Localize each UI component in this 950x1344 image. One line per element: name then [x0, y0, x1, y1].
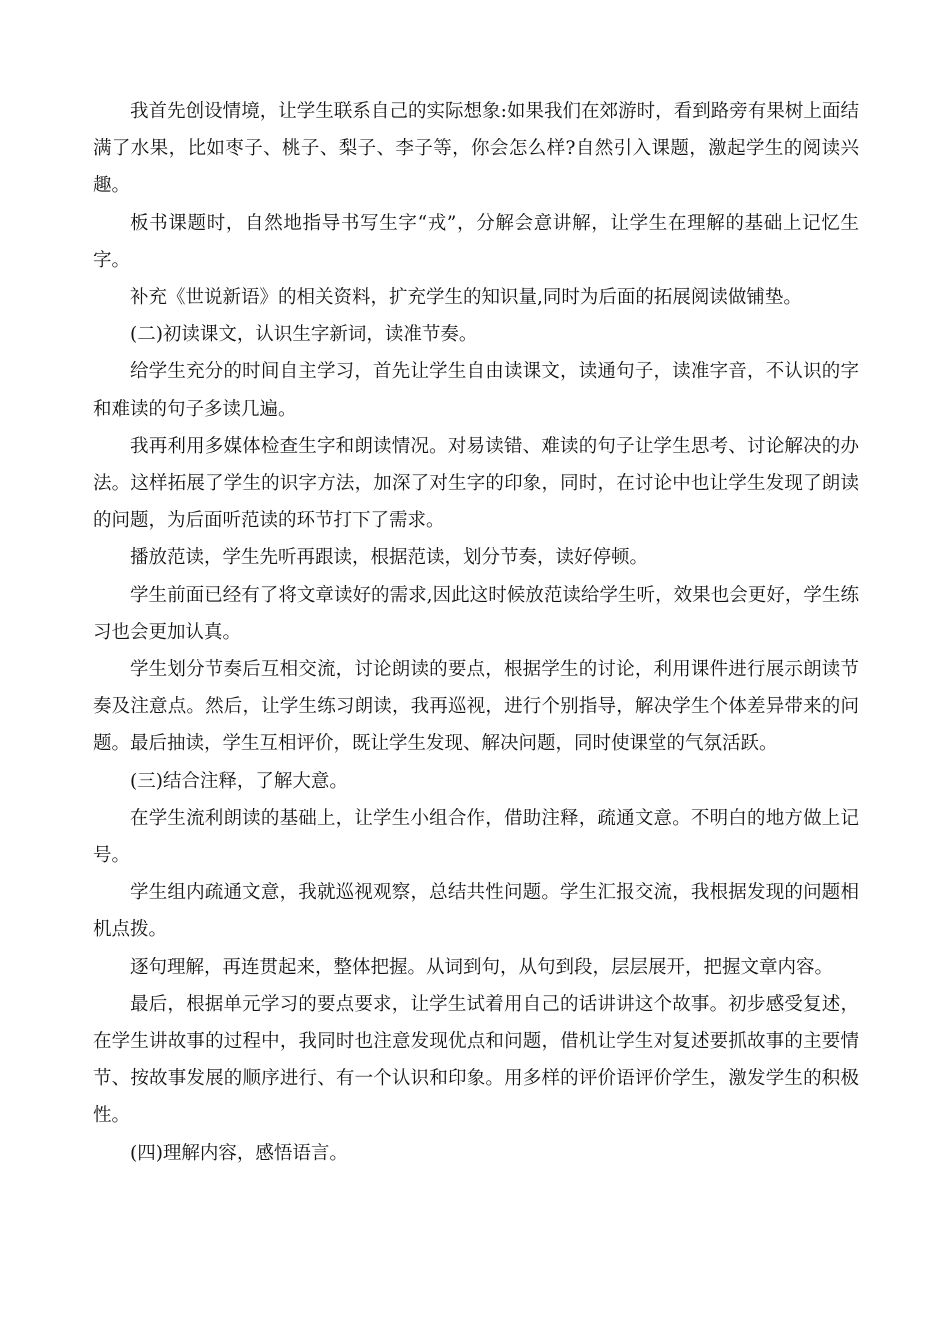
- paragraph-retell-story: 最后，根据单元学习的要点要求，让学生试着用自己的话讲讲这个故事。初步感受复述，在学生讲故事的过程中，我同时也注意发现优点和问题，借机让学生对复述要抓故事的主要情节、按故事发展的顺序进行、有一个认识和印象。用多样的评价语评价学生，激发学生的积极性。: [93, 993, 859, 1127]
- section-heading-3: (三)结合注释，了解大意。: [130, 770, 348, 792]
- paragraph-self-study: 给学生充分的时间自主学习，首先让学生自由读课文，读通句子，读准字音，不认识的字和难读的句子多读几遍。: [93, 361, 859, 420]
- paragraph-board-title: 板书课题时，自然地指导书写生字“戎”，分解会意讲解，让学生在理解的基础上记忆生字。: [93, 212, 859, 271]
- paragraph-reading-need: 学生前面已经有了将文章读好的需求,因此这时候放范读给学生听，效果也会更好，学生练习也会更加认真。: [93, 584, 859, 643]
- paragraph-supplement: 补充《世说新语》的相关资料，扩充学生的知识量,同时为后面的拓展阅读做铺垫。: [130, 287, 802, 309]
- paragraph-model-reading: 播放范读，学生先听再跟读，根据范读，划分节奏，读好停顿。: [130, 547, 649, 569]
- paragraph-group-work: 在学生流利朗读的基础上，让学生小组合作，借助注释，疏通文意。不明白的地方做上记号。: [93, 807, 859, 867]
- section-heading-4: (四)理解内容，感悟语言。: [130, 1142, 348, 1164]
- paragraph-rhythm-exchange: 学生划分节奏后互相交流，讨论朗读的要点，根据学生的讨论，利用课件进行展示朗读节奏及注意点。然后，让学生练习朗读，我再巡视，进行个别指导，解决学生个体差异带来的问题。最后抽读，学生互相评价，既让学生发现、解决问题，同时使课堂的气氛活跃。: [93, 659, 859, 755]
- paragraph-intro-scenario: 我首先创设情境，让学生联系自己的实际想象:如果我们在郊游时，看到路旁有果树上面结满了水果，比如枣子、桃子、梨子、李子等，你会怎么样?自然引入课题，激起学生的阅读兴趣。: [93, 101, 859, 197]
- paragraph-multimedia-check: 我再利用多媒体检查生字和朗读情况。对易读错、难读的句子让学生思考、讨论解决的办法。这样拓展了学生的识字方法，加深了对生字的印象，同时，在讨论中也让学生发现了朗读的问题，为后面听范读的环节打下了需求。: [93, 435, 859, 532]
- paragraph-group-report: 学生组内疏通文意，我就巡视观察，总结共性问题。学生汇报交流，我根据发现的问题相机点拨。: [93, 882, 859, 941]
- document-page: [93, 93, 859, 1172]
- paragraph-sentence-by-sentence: 逐句理解，再连贯起来，整体把握。从词到句，从句到段，层层展开，把握文章内容。: [130, 956, 834, 978]
- section-heading-2: (二)初读课文，认识生字新词，读准节奏。: [130, 324, 478, 346]
